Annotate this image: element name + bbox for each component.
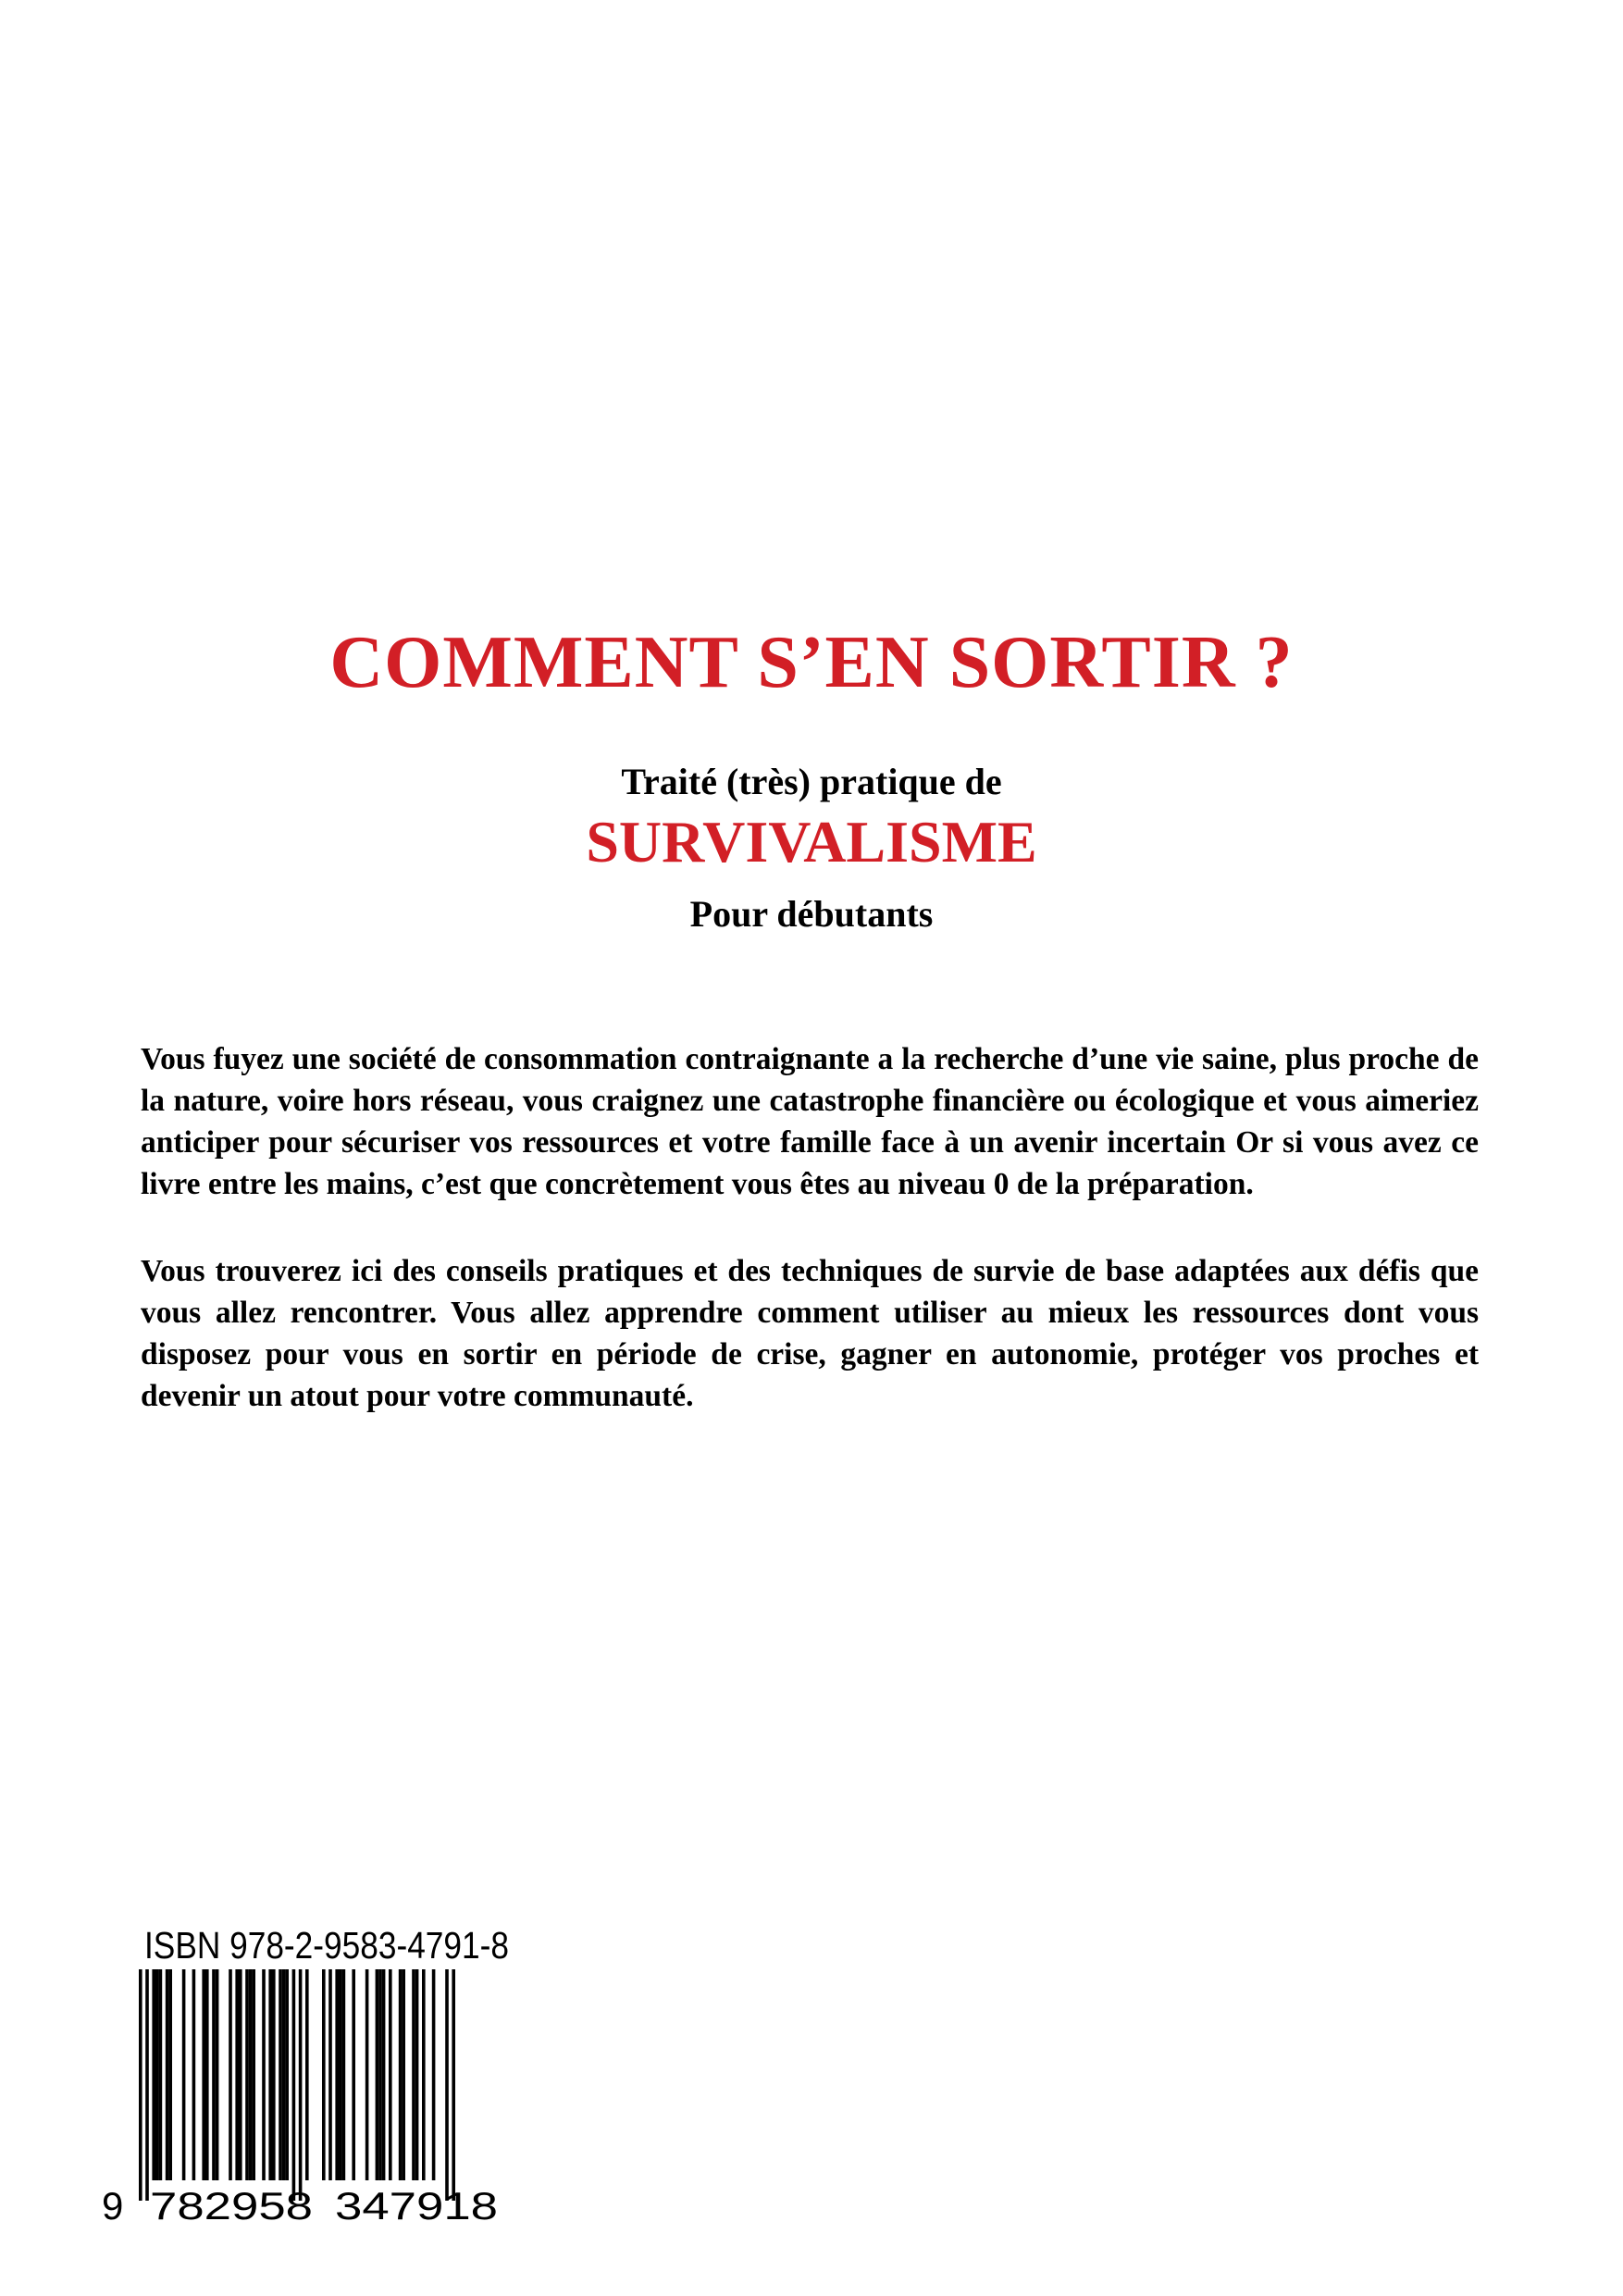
book-title: COMMENT S’EN SORTIR ? [329,622,1294,703]
barcode-bar [272,1969,276,2180]
barcode-bar [282,1969,286,2180]
barcode-bar [352,1969,355,2180]
isbn-barcode [102,1925,537,2230]
book-audience: Pour débutants [689,893,934,935]
barcode-bar [229,1969,232,2180]
barcode-bar [402,1969,405,2180]
barcode-bar [202,1969,205,2180]
barcode-bar [322,1969,326,2180]
barcode-bar [252,1969,255,2180]
barcode-bar [235,1969,239,2180]
barcode-digits-right: 347918 [335,2184,498,2228]
barcode-bar [328,1969,332,2180]
book-subject: SURVIVALISME [586,809,1037,875]
barcode-bar [342,1969,346,2180]
barcode-bar [422,1969,426,2180]
barcode-bar [159,1969,163,2180]
barcode-bar [245,1969,249,2180]
barcode-bar [262,1969,266,2180]
barcode-bars [139,1969,455,2201]
barcode-bar [216,1969,219,2180]
barcode-bar [152,1969,155,2180]
barcode-bar [279,1969,282,2180]
barcode-bar [452,1969,455,2201]
barcode-bar [389,1969,392,2180]
barcode-bar [378,1969,382,2180]
barcode-digit-first: 9 [102,2184,124,2228]
barcode-bar [139,1969,142,2201]
barcode-bar [155,1969,159,2180]
barcode-graphic [102,1969,537,2228]
book-pretitle: Traité (très) pratique de [621,761,1002,802]
barcode-bar [432,1969,436,2180]
blurb-paragraph-2: Vous trouverez ici des conseils pratiques et des techniques de survie de base adaptées aux défis que vous allez rencontrer. Vous allez apprendre comment utiliser au mieux les ressources dont vous disposez pour vous en sortir en période de crise, gagner en autonomie, protéger vos proches et devenir un atout pour votre communauté. [141,1254,1479,1413]
barcode-bar [365,1969,369,2180]
barcode-bar [305,1969,309,2180]
barcode-bar [412,1969,415,2180]
barcode-bar [399,1969,403,2180]
barcode-bar [168,1969,172,2180]
barcode-bar [182,1969,186,2180]
barcode-bar [382,1969,386,2180]
barcode-bar [335,1969,339,2180]
barcode-digits-left: 782958 [150,2184,313,2228]
barcode-bar [415,1969,419,2180]
barcode-bar [339,1969,342,2180]
barcode-digits [102,2184,498,2228]
barcode-bar [239,1969,242,2180]
barcode-bar [166,1969,169,2180]
barcode-bar [192,1969,196,2180]
blurb-paragraph-1: Vous fuyez une société de consommation contraignante a la recherche d’une vie saine, plus proche de la nature, voire hors réseau, vous craignez une catastrophe financière ou écologique et vous aimeriez anticiper pour sécuriser vos ressources et votre famille face à un avenir incertain Or si vous avez ce livre entre les mains, c’est que concrètement vous êtes au niveau 0 de la préparation. [141,1042,1479,1201]
barcode-bar [249,1969,253,2180]
barcode-bar [212,1969,216,2180]
barcode-bar [299,1969,303,2201]
isbn-label: ISBN 978-2-9583-4791-8 [144,1924,510,1967]
barcode-bar [205,1969,209,2180]
barcode-bar [145,1969,149,2201]
barcode-bar [268,1969,272,2180]
barcode-bar [292,1969,296,2201]
barcode-bar [285,1969,289,2180]
barcode-bar [376,1969,379,2180]
barcode-bar [445,1969,449,2201]
